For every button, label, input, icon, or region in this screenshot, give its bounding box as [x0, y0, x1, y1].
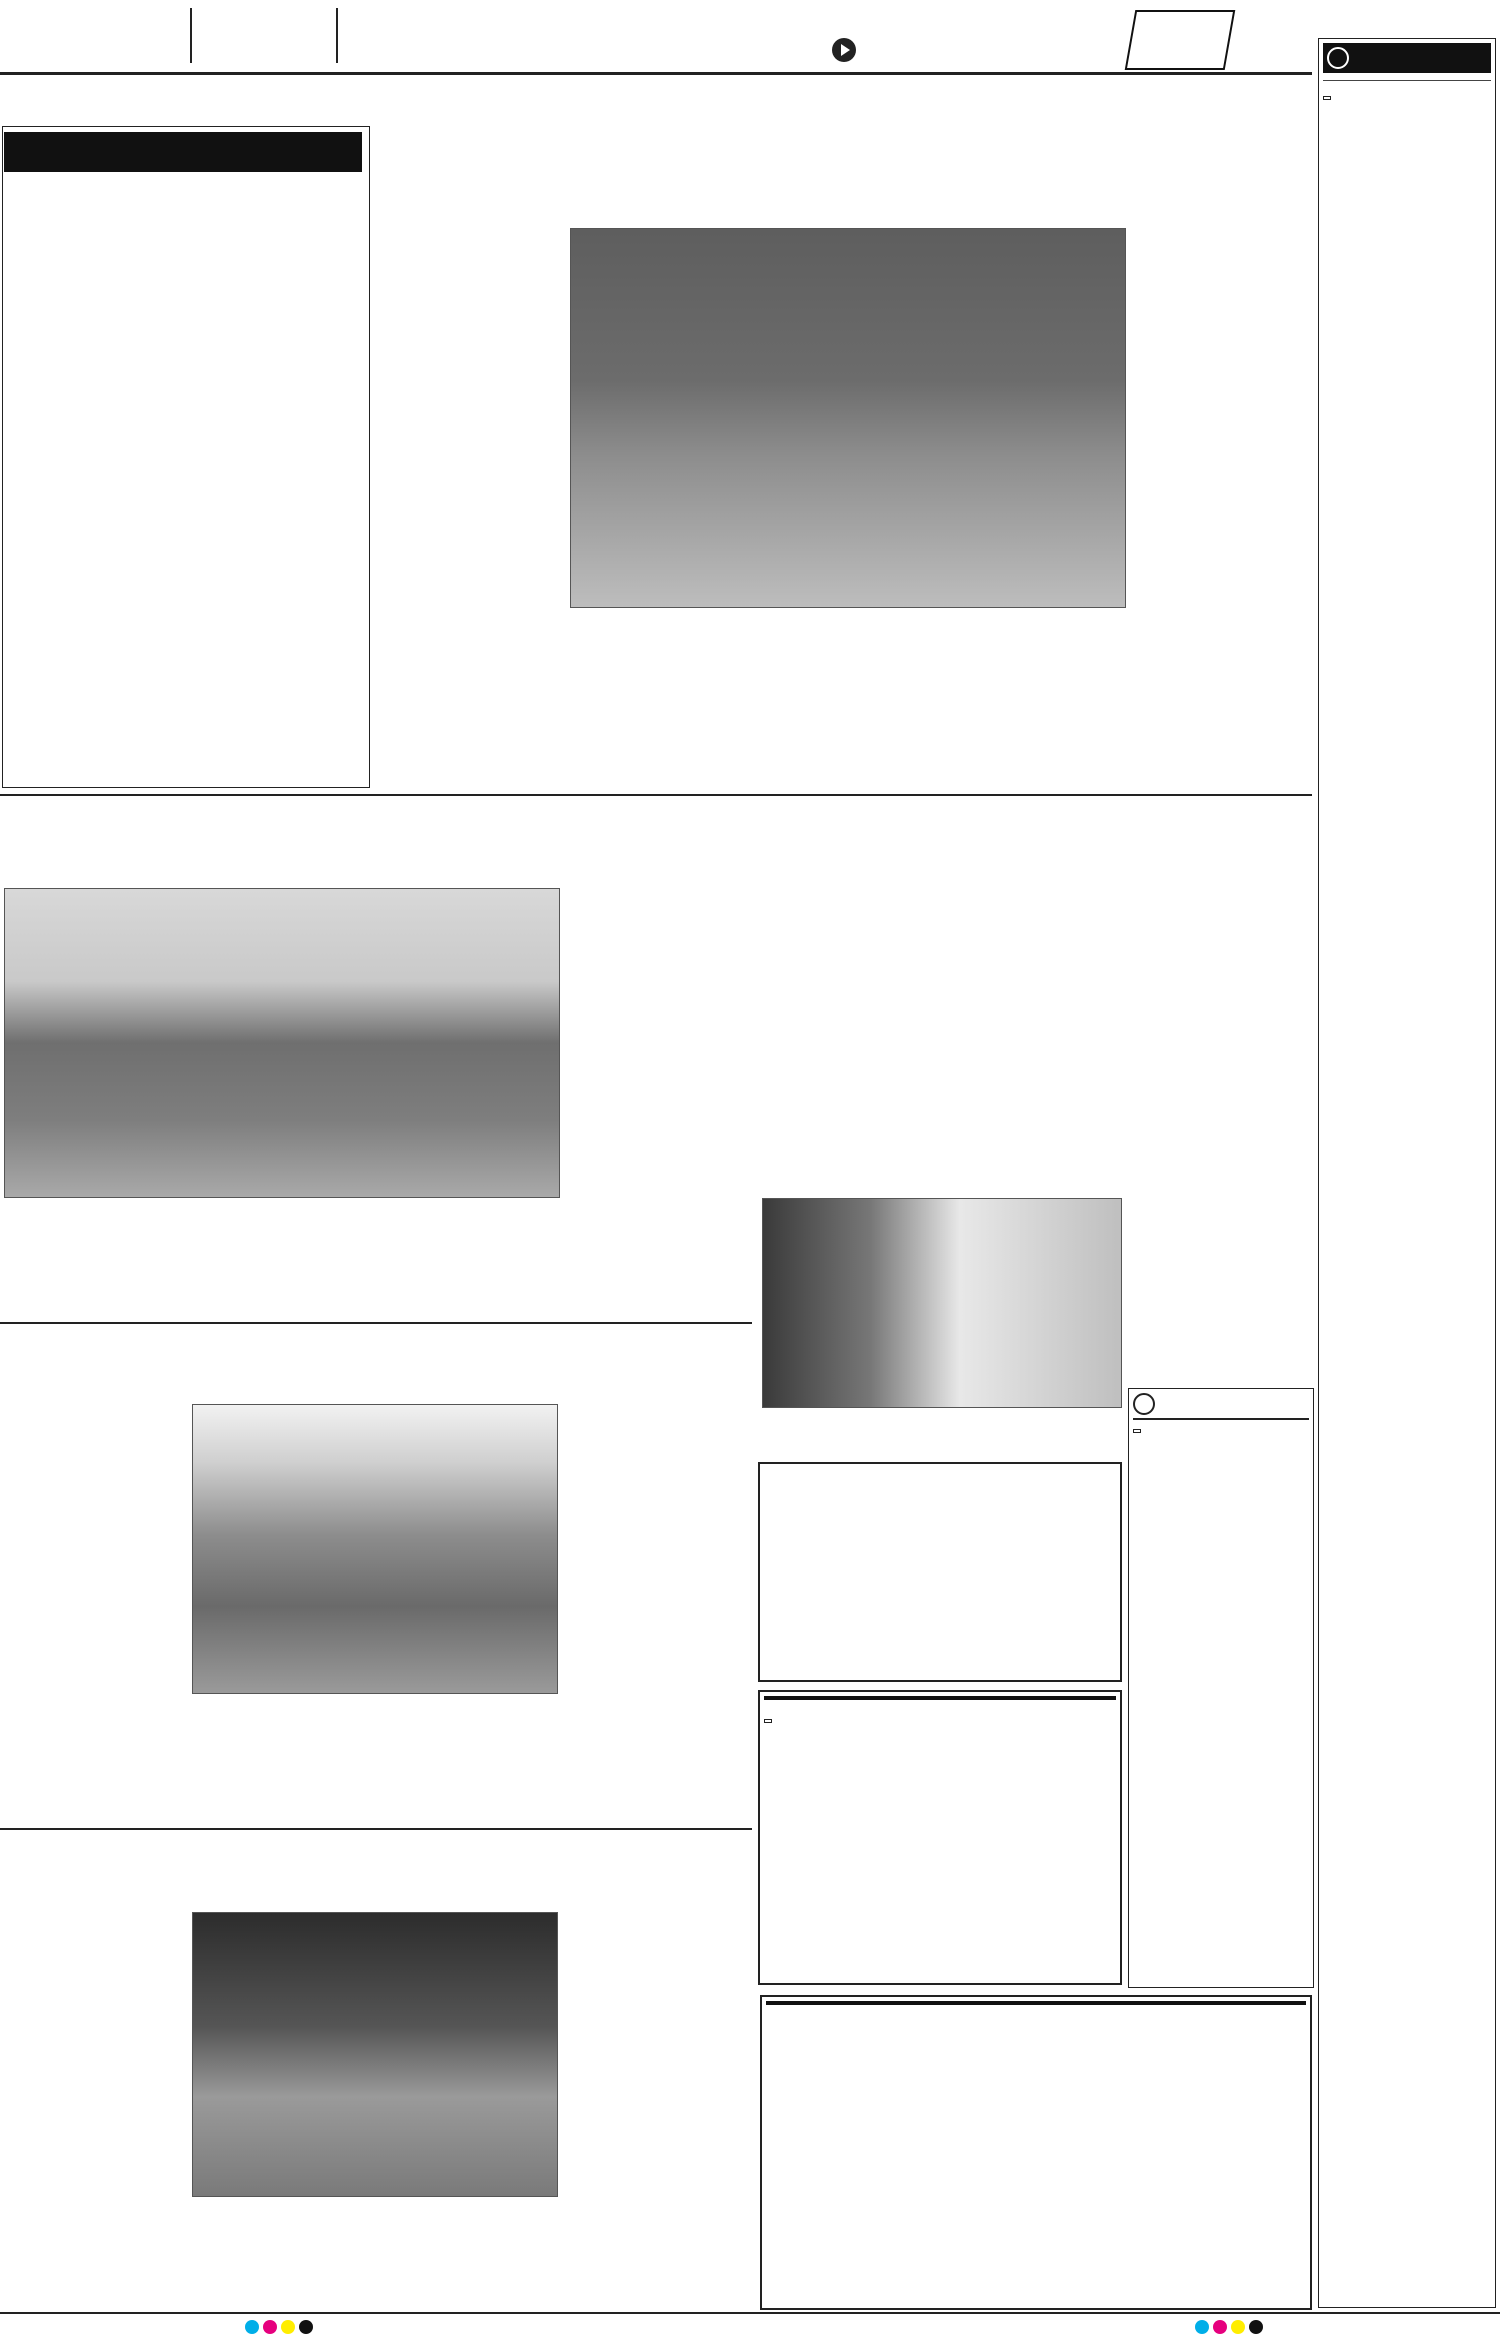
bottom-tender-title	[766, 2001, 1306, 2005]
section-4-headline	[4, 1834, 749, 1904]
railway-emblem-icon	[1327, 47, 1349, 69]
tender-mid-box	[1128, 1388, 1314, 1988]
section-2-column-3	[374, 1230, 550, 1315]
lead-column-7	[1132, 240, 1312, 790]
masthead	[0, 0, 1318, 72]
newspaper-logo	[10, 6, 195, 66]
lead-headline	[380, 98, 1310, 208]
photo-building	[4, 888, 560, 1198]
section-2c-column	[948, 880, 1128, 1180]
date-line-1	[205, 8, 325, 32]
tender-mid-ref-2	[1133, 1429, 1141, 1433]
edition-name	[866, 28, 1066, 70]
section-2-column-4	[568, 890, 748, 1320]
section-2d-column	[1136, 880, 1312, 1180]
lead-column-3	[378, 240, 558, 640]
lead-column-4	[570, 645, 750, 790]
section-3-column-2	[568, 1326, 748, 1806]
notice-box	[758, 1690, 1122, 1985]
lead-column-5	[758, 645, 938, 790]
lead-column-3b	[378, 645, 558, 790]
section-2-headline	[4, 800, 754, 880]
section-4-column-3	[192, 2228, 368, 2308]
photo-eye-camp	[762, 1198, 1122, 1408]
bottom-tender-box	[760, 1995, 1312, 2310]
photo-stage-performance	[570, 228, 1126, 608]
section-3-column-3	[192, 1740, 558, 1820]
section-2b-column	[760, 880, 940, 1180]
photo-drama-performers	[192, 1912, 558, 2197]
page-number	[1150, 8, 1220, 68]
photo-4-caption	[192, 1698, 558, 1734]
section-4-column-2	[570, 1910, 750, 2305]
date-line-2	[205, 36, 335, 62]
section-2-column-1	[6, 1230, 182, 1315]
section-4-column-4	[378, 2228, 558, 2308]
tender-right-box	[1318, 38, 1496, 2308]
photo-ruined-building	[192, 1404, 558, 1694]
section-2c-headline	[1040, 800, 1310, 870]
edition-marker-icon	[832, 38, 856, 62]
photo-2-caption	[4, 1202, 560, 1222]
section-2-column-2	[190, 1230, 366, 1315]
photo-1-caption	[570, 612, 1126, 632]
photo-3-caption	[762, 1412, 1122, 1432]
notice-ref	[764, 1719, 772, 1723]
lead-column-2	[190, 250, 364, 780]
section-4-column-1	[6, 1910, 186, 2305]
section-3-headline	[4, 1326, 564, 1392]
color-registration-bar	[0, 2318, 1500, 2337]
year	[355, 14, 475, 58]
lead-column-1	[10, 250, 184, 780]
tender-right-ref	[1323, 77, 1491, 81]
section-3-column-1	[6, 1400, 186, 1820]
photo-5-caption	[192, 2202, 558, 2222]
railway-emblem-icon	[1133, 1393, 1155, 1415]
notice-title	[764, 1696, 1116, 1700]
section-2b-headline	[760, 800, 1030, 870]
tender-right-ref-2	[1323, 96, 1331, 100]
ad-lucky-draw	[758, 1462, 1122, 1682]
lead-column-6	[946, 645, 1126, 790]
